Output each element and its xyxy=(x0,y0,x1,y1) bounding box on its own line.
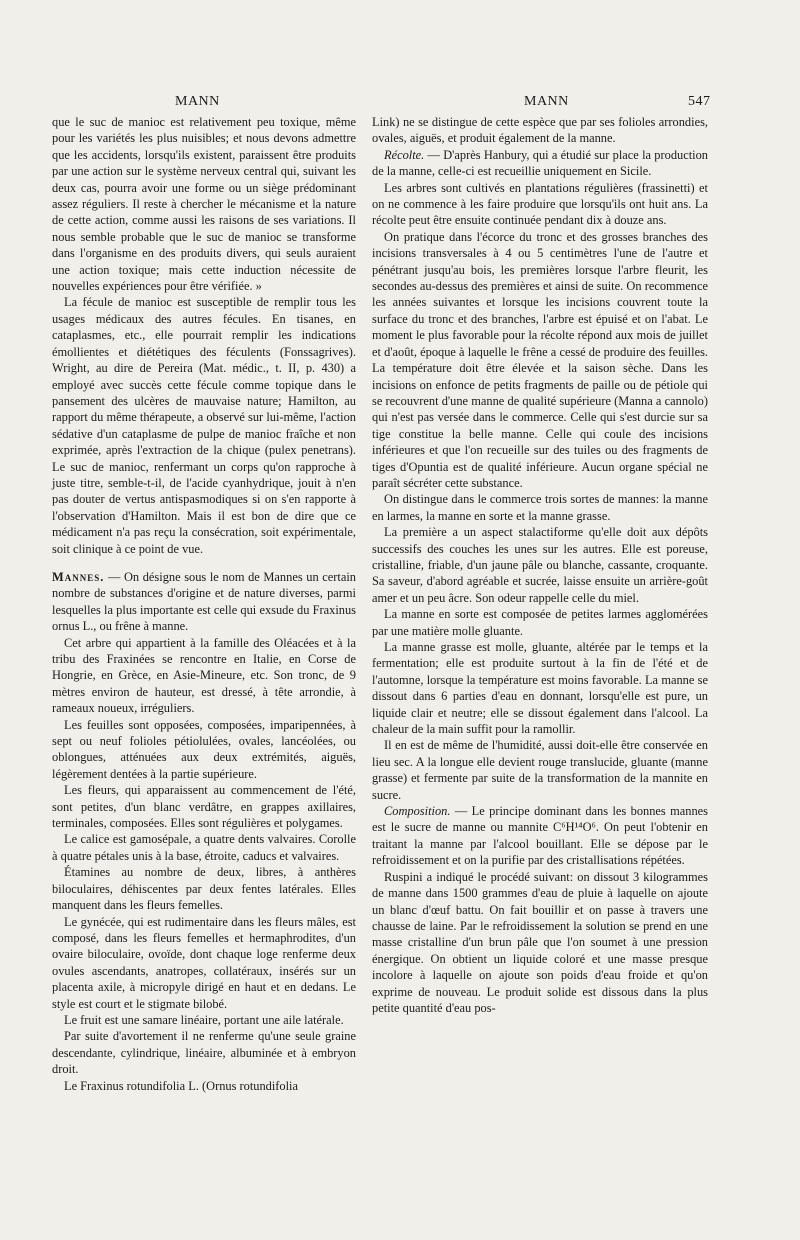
paragraph: Étamines au nombre de deux, libres, à anthères biloculaires, déhiscentes par deux fentes latérales. Elles manquent dans les fleurs femelles. xyxy=(52,865,356,913)
paragraph: Par suite d'avortement il ne renferme qu'une seule graine descendante, cylindrique, linéaire, albuminée et à embryon droit. xyxy=(52,1029,356,1077)
entry-term: Mannes. xyxy=(52,569,105,584)
section-text: — Le principe dominant dans les bonnes mannes est le sucre de manne ou mannite C⁶H¹⁴O⁶. On peut l'obtenir en traitant la manne par l'alcool bouillant. Elle se dépose par le refroidissement et on la purifie par des cristallisations répétées. xyxy=(372,804,708,868)
right-column xyxy=(372,114,708,1016)
section-recolte xyxy=(372,147,708,180)
paragraph: Il en est de même de l'humidité, aussi doit-elle être conservée en lieu sec. A la longue elle devient rouge translucide, gluante (manne grasse) et fermente par suite de la transformation de la mannite en sucre. xyxy=(372,738,708,802)
paragraph: La première a un aspect stalactiforme qu'elle doit aux dépôts successifs des couches les unes sur les autres. Elle est poreuse, cristalline, friable, d'un jaune pâle ou blanche, cassante, croquante. Sa saveur, d'abord agréable et sucrée, laisse ensuite un arrière-goût amer et un peu âcre. Son odeur rappelle celle du miel. xyxy=(372,525,708,605)
section-composition xyxy=(372,803,708,869)
paragraph: Les feuilles sont opposées, composées, imparipennées, à sept ou neuf folioles pétiolulées, ovales, lancéolées, ou oblongues, atténuées aux deux extrémités, aiguës, légèrement dentées à la partie supérieure. xyxy=(52,717,356,781)
running-head-right: MANN xyxy=(524,94,569,109)
paragraph: Les fleurs, qui apparaissent au commencement de l'été, sont petites, d'un blanc verdâtre, en grappes axillaires, terminales, composées. Elles sont régulières et polygames. xyxy=(52,783,356,831)
running-head-left: MANN xyxy=(175,94,220,109)
paragraph: La manne grasse est molle, gluante, altérée par le temps et la fermentation; elle est produite surtout à la fin de l'été et de l'automne, lorsque la température est moins favorable. La manne se dissout dans 6 parties d'eau en donnant, lorsqu'elle est pure, un liquide clair et neutre; elle se dissout également dans l'alcool. La chaleur de la main suffit pour la ramollir. xyxy=(372,640,708,737)
paragraph: Le gynécée, qui est rudimentaire dans les fleurs mâles, est composé, dans les fleurs femelles et hermaphrodites, d'un ovaire biloculaire, ovoïde, dont chaque loge renferme deux ovules ascendants, anatropes, collatéraux, insérés sur un placenta axile, à micropyle dirigé en haut et en dedans. Le style est court et le stigmate bilobé. xyxy=(52,914,356,1011)
paragraph: Le calice est gamosépale, a quatre dents valvaires. Corolle à quatre pétales unis à la base, étroite, caducs et valvaires. xyxy=(52,832,356,863)
paragraph: Ruspini a indiqué le procédé suivant: on dissout 3 kilogrammes de manne dans 1500 grammes d'eau de pluie à laquelle on ajoute un blanc d'œuf battu. On fait bouillir et on passe à travers une chausse de laine. Par le refroidissement la solution se prend en une masse cristalline d'un brun pâle que l'on soumet à une pression énergique. On obtient un liquide coloré et une masse presque incolore à laquelle on ajoute son poids d'eau froide et qu'on exprime de nouveau. Le produit solide est dissous dans la plus petite quantité d'eau pos- xyxy=(372,869,708,1015)
paragraph: Le Fraxinus rotundifolia L. (Ornus rotundifolia xyxy=(64,1078,299,1093)
paragraph: La manne en sorte est composée de petites larmes agglomérées par une matière molle gluante. xyxy=(372,607,708,638)
paragraph: Le fruit est une samare linéaire, portant une aile latérale. xyxy=(64,1012,344,1027)
paragraph: Les arbres sont cultivés en plantations régulières (frassinetti) et on ne commence à les faire produire que lorsqu'ils ont huit ans. La récolte peut être ensuite continuée pendant dix à douze ans. xyxy=(372,180,708,228)
paragraph: On distingue dans le commerce trois sortes de mannes: la manne en larmes, la manne en sorte et la manne grasse. xyxy=(372,492,708,523)
paragraph: que le suc de manioc est relativement peu toxique, même pour les variétés les plus nuisibles; et nous devons admettre que les accidents, lorsqu'ils existent, paraissent être produits par une action sur le système nerveux central qui, suivant les deux cas, pourra avoir une forme ou un siège prédominant assez réguliers. Il reste à chercher le mécanisme et la nature de cette action, comme aussi les raisons de ses variations. Il nous semble probable que le suc de manioc se transforme dans l'organisme en des produits divers, qui seuls auraient une action toxique; mais cette induction nécessite de nouvelles expériences pour être vérifiée. » xyxy=(52,115,356,294)
paragraph: Cet arbre qui appartient à la famille des Oléacées et à la tribu des Fraxinées se rencontre en Italie, en Corse de Hongrie, en Grèce, en Asie-Mineure, etc. Son tronc, de 9 mètres environ de hauteur, est dressé, à tête arrondie, à rameaux noueux, irréguliers. xyxy=(52,635,356,716)
section-text: — D'après Hanbury, qui a étudié sur place la production de la manne, celle-ci est recueillie uniquement en Sicile. xyxy=(372,147,708,179)
section-title: Récolte. xyxy=(384,147,425,162)
entry-text: — On désigne sous le nom de Mannes un certain nombre de substances d'origine et de nature diverses, parmi lesquelles la plus importante est celle qui exsude du Fraxinus ornus L., ou frêne à manne. xyxy=(52,569,356,634)
page-number: 547 xyxy=(688,94,711,109)
section-title: Composition. xyxy=(384,804,451,819)
paragraph: Link) ne se distingue de cette espèce que par ses folioles arrondies, ovales, aiguës, et produit également de la manne. xyxy=(372,115,708,146)
entry-mannes xyxy=(52,569,356,635)
paragraph: La fécule de manioc est susceptible de remplir tous les usages médicaux des autres fécules. En tisanes, en cataplasmes, etc., elle pourrait remplir les indications émollientes et diététiques des féculents (Fonssagrives). Wright, au dire de Pereira (Mat. médic., t. II, p. 430) a employé avec succès cette fécule comme topique dans le pansement des ulcères de mauvaise nature; Hamilton, au rapport du même thérapeute, a observé sur lui-même, l'action sédative d'un cataplasme de pulpe de manioc fraîche et non exprimée, après l'extraction de la chique (pulex penetrans). Le suc de manioc, renfermant un corps qu'on rapproche à juste titre, semble-t-il, de l'acide cyanhydrique, jouit à n'en pas douter de vertus antispasmodiques si on s'en rapporte à l'observation d'Hamilton. Mais il est bon de dire que ce médicament n'a pas reçu la consécration, soit expérimentale, soit clinique à ce point de vue. xyxy=(52,295,356,556)
paragraph: On pratique dans l'écorce du tronc et des grosses branches des incisions transversales à 4 ou 5 centimètres l'une de l'autre et pénétrant jusqu'au bois, les premières lorsque l'arbre fleurit, les secondes au-dessus des premières et ainsi de suite. On recommence les années suivantes et lorsque les incisions couvrent toute la surface du tronc et des branches, l'arbre est épuisé et on l'abat. Le moment le plus favorable pour la récolte répond aux mois de juillet et d'août, époque à laquelle le frêne a cessé de produire des feuilles. La température doit être élevée et la saison sèche. Dans les incisions on enfonce de petits fragments de paille ou de pétiole qui se recouvrent d'une manne de qualité supérieure (Manna a cannolo) qui n'est pas versée dans le commerce. Celle qui s'est durcie sur sa tige constitue la belle manne. Celle qui coule des incisions inférieures et que l'on recueille sur des tuiles ou des fragments de tiges d'Opuntia est de qualité inférieure. Aucun organe spécial ne paraît sécréter cette substance. xyxy=(372,229,708,490)
left-column xyxy=(52,114,356,1094)
